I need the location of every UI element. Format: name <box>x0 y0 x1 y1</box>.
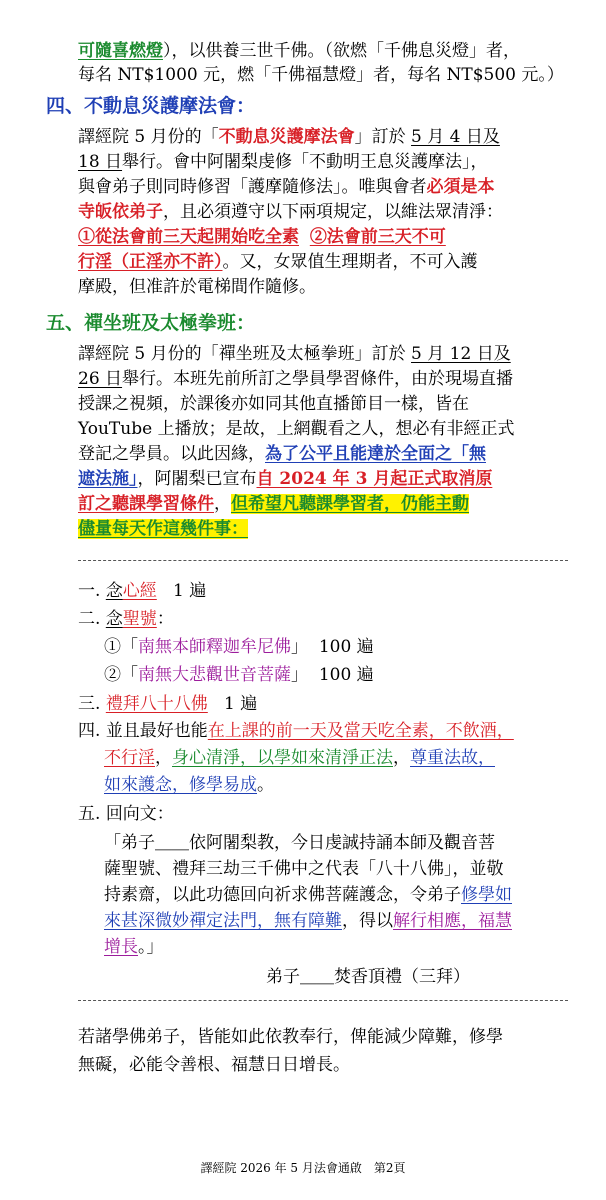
s5-line-3: 授課之視頻，於課後亦如同其他直播節目一樣，皆在 <box>78 394 469 414</box>
holy-names-text: 聖號 <box>122 609 157 629</box>
s5-cancel-text-cont: 訂之聽課學習條件 <box>78 494 214 514</box>
s4-rule-2: ②法會前三天不可 <box>309 227 446 247</box>
dedication-blue-text: 修學如 <box>461 885 512 905</box>
buddha-name-1: 南無本師釋迦牟尼佛 <box>138 637 291 657</box>
dedication-line-2: 薩聖號、禮拜三劫三千佛中之代表「八十八佛」，並敬 <box>104 859 504 879</box>
s4-line-1: 譯經院 5 月份的「不動息災護摩法會」訂於 5 月 4 日及 <box>78 127 500 147</box>
s4-line-2: 18 日舉行。會中阿闍梨虔修「不動明王息災護摩法」， <box>78 152 488 172</box>
dedication-signature: 弟子＿＿焚香頂禮（三拜） <box>266 967 470 987</box>
page-footer: 譯經院 2026 年 5 月法會通啟 第2頁 <box>200 1161 406 1175</box>
s5-line-7: 訂之聽課學習條件，但希望凡聽課學習者，仍能主動 <box>78 494 469 514</box>
dedication-line-1: 「弟子＿＿依阿闍梨教，今日虔誠持誦本師及觀音菩 <box>104 833 495 853</box>
practice-item-1: 一. 念心經 1 遍 <box>78 581 207 601</box>
no-lust-text: 不行淫 <box>104 748 155 768</box>
practice-item-4-line-3: 如來護念，修學易成。 <box>104 775 274 795</box>
s5-line-1: 譯經院 5 月份的「禪坐班及太極拳班」訂於 5 月 12 日及 <box>78 344 511 364</box>
s5-line-2: 26 日舉行。本班先前所訂之學員學習條件，由於現場直播 <box>78 369 514 389</box>
pure-mind-text: 身心清淨，以學如來清淨正法 <box>172 748 393 768</box>
dedication-line-5: 增長。」 <box>104 937 164 957</box>
s5-line-6: 遮法施」，阿闍梨已宣布自 2024 年 3 月起正式取消原 <box>78 469 493 489</box>
s5-line-4: YouTube 上播放；是故，上網觀看之人，想必有非經正式 <box>78 419 515 439</box>
dedication-purple-text-cont: 增長 <box>104 937 138 957</box>
s5-date-1: 5 月 12 日及 <box>411 344 511 364</box>
s5-fair-text-cont: 遮法施」 <box>78 469 138 489</box>
s4-date-1: 5 月 4 日及 <box>411 127 500 147</box>
practice-item-4: 四. 並且最好也能在上課的前一天及當天吃全素，不飲酒， <box>78 721 514 741</box>
s5-cancel-text: 自 2024 年 3 月起正式取消原 <box>256 469 493 489</box>
top-line-1 <box>78 40 520 62</box>
closing-line-2: 無礙，必能令善根、福慧日日增長。 <box>78 1055 350 1075</box>
divider-bottom <box>78 1000 568 1001</box>
practice-item-2-sub-1: ①「南無本師釋迦牟尼佛」 100 遍 <box>104 637 374 657</box>
respect-dharma-text: 尊重法故， <box>410 748 495 768</box>
buddha-name-2: 南無大悲觀世音菩薩 <box>138 665 291 685</box>
s4-line-3: 與會弟子則同時修習「護摩隨修法」。唯與會者必須是本 <box>78 177 495 197</box>
practice-item-2-sub-2: ②「南無大悲觀世音菩薩」 100 遍 <box>104 665 374 685</box>
s4-rule-1: ①從法會前三天起開始吃全素 <box>78 227 299 247</box>
heart-sutra-text: 心經 <box>122 581 157 601</box>
s4-line-5 <box>78 226 446 248</box>
vegetarian-text: 在上課的前一天及當天吃全素，不飲酒， <box>207 721 514 741</box>
s5-fair-text: 為了公平且能達於全面之「無 <box>265 444 486 464</box>
closing-line-1: 若諸學佛弟子，皆能如此依教奉行，俾能減少障難，修學 <box>78 1027 503 1047</box>
practice-item-4-line-2: 不行淫，身心清淨，以學如來清淨正法，尊重法故， <box>104 748 495 768</box>
s4-must-text: 必須是本 <box>426 177 495 197</box>
s4-line-7: 摩殿，但准許於電梯間作隨修。 <box>78 277 316 297</box>
bow-88-buddhas-text: 禮拜八十八佛 <box>105 694 208 714</box>
practice-item-3: 三. 禮拜八十八佛 1 遍 <box>78 694 258 714</box>
s5-date-2: 26 日 <box>78 369 123 389</box>
s5-line-8 <box>78 518 248 540</box>
top-line-1-rest: ），以供養三世千佛。（欲燃「千佛息災燈」者， <box>163 41 520 61</box>
s5-line-5: 登記之學員。以此因緣，為了公平且能達於全面之「無 <box>78 444 486 464</box>
s5-hope-text: 但希望凡聽課學習者，仍能主動 <box>231 494 469 514</box>
s4-line-6: 行淫（正淫亦不許）。又，女眾值生理期者，不可入護 <box>78 252 478 272</box>
s4-rule-2-cont: 行淫（正淫亦不許） <box>78 252 223 272</box>
s5-hope-text-cont: 儘量每天作這幾件事： <box>78 519 248 539</box>
respect-dharma-text-cont: 如來護念，修學易成 <box>104 775 257 795</box>
lamp-joyful-text: 可隨喜燃燈 <box>78 41 163 61</box>
section4-heading: 四、不動息災護摩法會： <box>46 95 256 117</box>
section5-heading: 五、禪坐班及太極拳班： <box>46 312 256 334</box>
s4-event-name: 不動息災護摩法會 <box>218 127 355 147</box>
s4-line-4: 寺皈依弟子，且必須遵守以下兩項規定，以維法眾清淨： <box>78 202 503 222</box>
practice-item-2: 二. 念聖號： <box>78 609 174 629</box>
dedication-blue-text-cont: 來甚深微妙禪定法門，無有障難 <box>104 911 342 931</box>
top-line-2: 每名 NT$1000 元，燃「千佛福慧燈」者，每名 NT$500 元。） <box>78 65 564 85</box>
dedication-purple-text: 解行相應，福慧 <box>393 911 512 931</box>
dedication-line-3: 持素齋，以此功德回向祈求佛菩薩護念，令弟子修學如 <box>104 885 512 905</box>
s4-disciple-text: 寺皈依弟子 <box>78 202 163 222</box>
practice-item-5: 五. 回向文： <box>78 804 174 824</box>
dedication-line-4: 來甚深微妙禪定法門，無有障難，得以解行相應，福慧 <box>104 911 512 931</box>
divider-top <box>78 560 568 561</box>
s4-date-2: 18 日 <box>78 152 123 172</box>
